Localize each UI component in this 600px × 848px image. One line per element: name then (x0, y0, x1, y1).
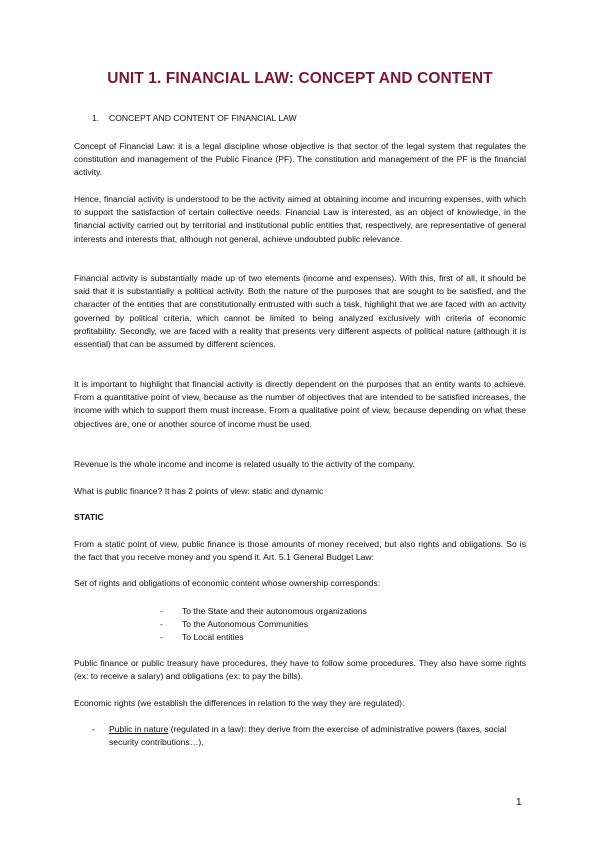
section-heading (92, 112, 297, 125)
dash-marker: - (160, 606, 163, 616)
list-item: - To Local entities (160, 631, 367, 644)
dash-marker: - (160, 632, 163, 642)
dash-marker: - (160, 619, 163, 629)
paragraph-economic-rights: Economic rights (we establish the differences in relation to the way they are regulated): (74, 698, 405, 708)
paragraph-public-finance-question: What is public finance? It has 2 points of view: static and dynamic (74, 486, 324, 496)
paragraph-set-of-rights: Set of rights and obligations of economic content whose ownership corresponds: (74, 578, 381, 588)
paragraph-revenue: Revenue is the whole income and income is related usually to the activity of the company. (74, 459, 415, 469)
list-item: - To the Autonomous Communities (160, 618, 367, 631)
paragraph-concept: Concept of Financial Law: it is a legal discipline whose objective is that sector of the legal system that regulates the constitution and management of the Public Finance (PF). The constitution and management of the PF is the financial activity. (74, 141, 526, 178)
paragraph-static: From a static point of view, public finance is those amounts of money received, but also rights and obligations. So is the fact that you receive money and you spend it. Art. 5.1 General Budget Law: (74, 539, 526, 563)
paragraph-financial-activity: Hence, financial activity is understood to be the activity aimed at obtaining income and incurring expenses, with which to support the satisfaction of certain collective needs. Financial Law is interested, as an object of knowledge, in the financial activity carried out by territorial and institutional public entities that, respectively, are representative of general interests and interests that, although not general, achieve undoubted public relevance. (74, 194, 526, 244)
section-heading-text: CONCEPT AND CONTENT OF FINANCIAL LAW (109, 113, 297, 123)
list-item: - To the State and their autonomous organizations (160, 605, 367, 618)
page-number: 1 (516, 797, 522, 808)
static-heading: STATIC (74, 512, 104, 522)
paragraph-purposes: It is important to highlight that financial activity is directly dependent on the purposes that an entity wants to achieve. From a quantitative point of view, because as the number of objectives that are intended to be satisfied increases, the income with which to support them must increase. From a qualitative point of view, because depending on what these objectives are, one or another source of income must be used. (74, 379, 526, 429)
term-public-in-nature: Public in nature (109, 724, 169, 734)
paragraph-two-elements: Financial activity is substantially made up of two elements (income and expenses). With this, first of all, it should be said that it is substantially a political activity. Both the nature of the purposes that are sought to be satisfied, and the character of the entities that are constitutionally entrusted with such a task, highlight that we are faced with an activity governed by political criteria, which cannot be limited to being analyzed exclusively with criteria of economic profitability. Secondly, we are faced with a reality that presents very different aspects of political nature (although it is essential) that can be assumed by different sciences. (74, 273, 526, 350)
paragraph-procedures: Public finance or public treasury have procedures, they have to follow some procedures. They also have some rights (ex: to receive a salary) and obligations (ex: to pay the bills). (74, 658, 526, 682)
document-page: UNIT 1. FINANCIAL LAW: CONCEPT AND CONTENT 1. CONCEPT AND CONTENT OF FINANCIAL LAW Concept of Financial Law: it is a legal discipline whose objective is that sector of the legal system that regulates the constitution and management of the Public Finance (PF). The constitution and management of the PF is the financial activity. Hence, financial activity is understood to be the activity aimed at obtaining income and incurring expenses, with which to support the satisfaction of certain collective needs. Financial Law is interested, as an object of knowledge, in the financial activity carried out by territorial and institutional public entities that, respectively, are representative of general interests and interests that, although not general, achieve undoubted public relevance. Financial activity is substantially made up of two elements (income and expenses). With this, first of all, it should be said that it is substantially a political activity. Both the nature of the purposes that are sought to be satisfied, and the character of the entities that are constitutionally entrusted with such a task, highlight that we are faced with an activity governed by political criteria, which cannot be limited to being analyzed exclusively with criteria of economic profitability. Secondly, we are faced with a reality that presents very different aspects of political nature (although it is essential) that can be assumed by different sciences. It is important to highlight that financial activity is directly dependent on the purposes that an entity wants to achieve. From a quantitative point of view, because as the number of objectives that are intended to be satisfied increases, the income with which to support them must increase. From a qualitative point of view, because depending on what these objectives are, one or another source of income must be used. Revenue is the whole income and income is related usually to the activity of the company. What is public finance? It has 2 points of view: static and dynamic STATIC From a static point of view, public finance is those amounts of money received, but also rights and obligations. So is the fact that you receive money and you spend it. Art. 5.1 General Budget Law: Set of rights and obligations of economic content whose ownership corresponds: - To the State and their autonomous organizations - To the Autonomous Communities - To Local entities Public finance or public treasury have procedures, they have to follow some procedures. They also have some rights (ex: to receive a salary) and obligations (ex: to pay the bills). Economic rights (we establish the differences in relation to the way they are regulated): - Public in nature (regulated in a law): they derive from the exercise of administrative powers (taxes, social security contributions…). 1 (0, 0, 600, 848)
document-title: UNIT 1. FINANCIAL LAW: CONCEPT AND CONTENT (107, 70, 493, 87)
section-number: 1. (92, 113, 100, 123)
ownership-list (160, 605, 367, 644)
dash-marker: - (92, 724, 95, 734)
